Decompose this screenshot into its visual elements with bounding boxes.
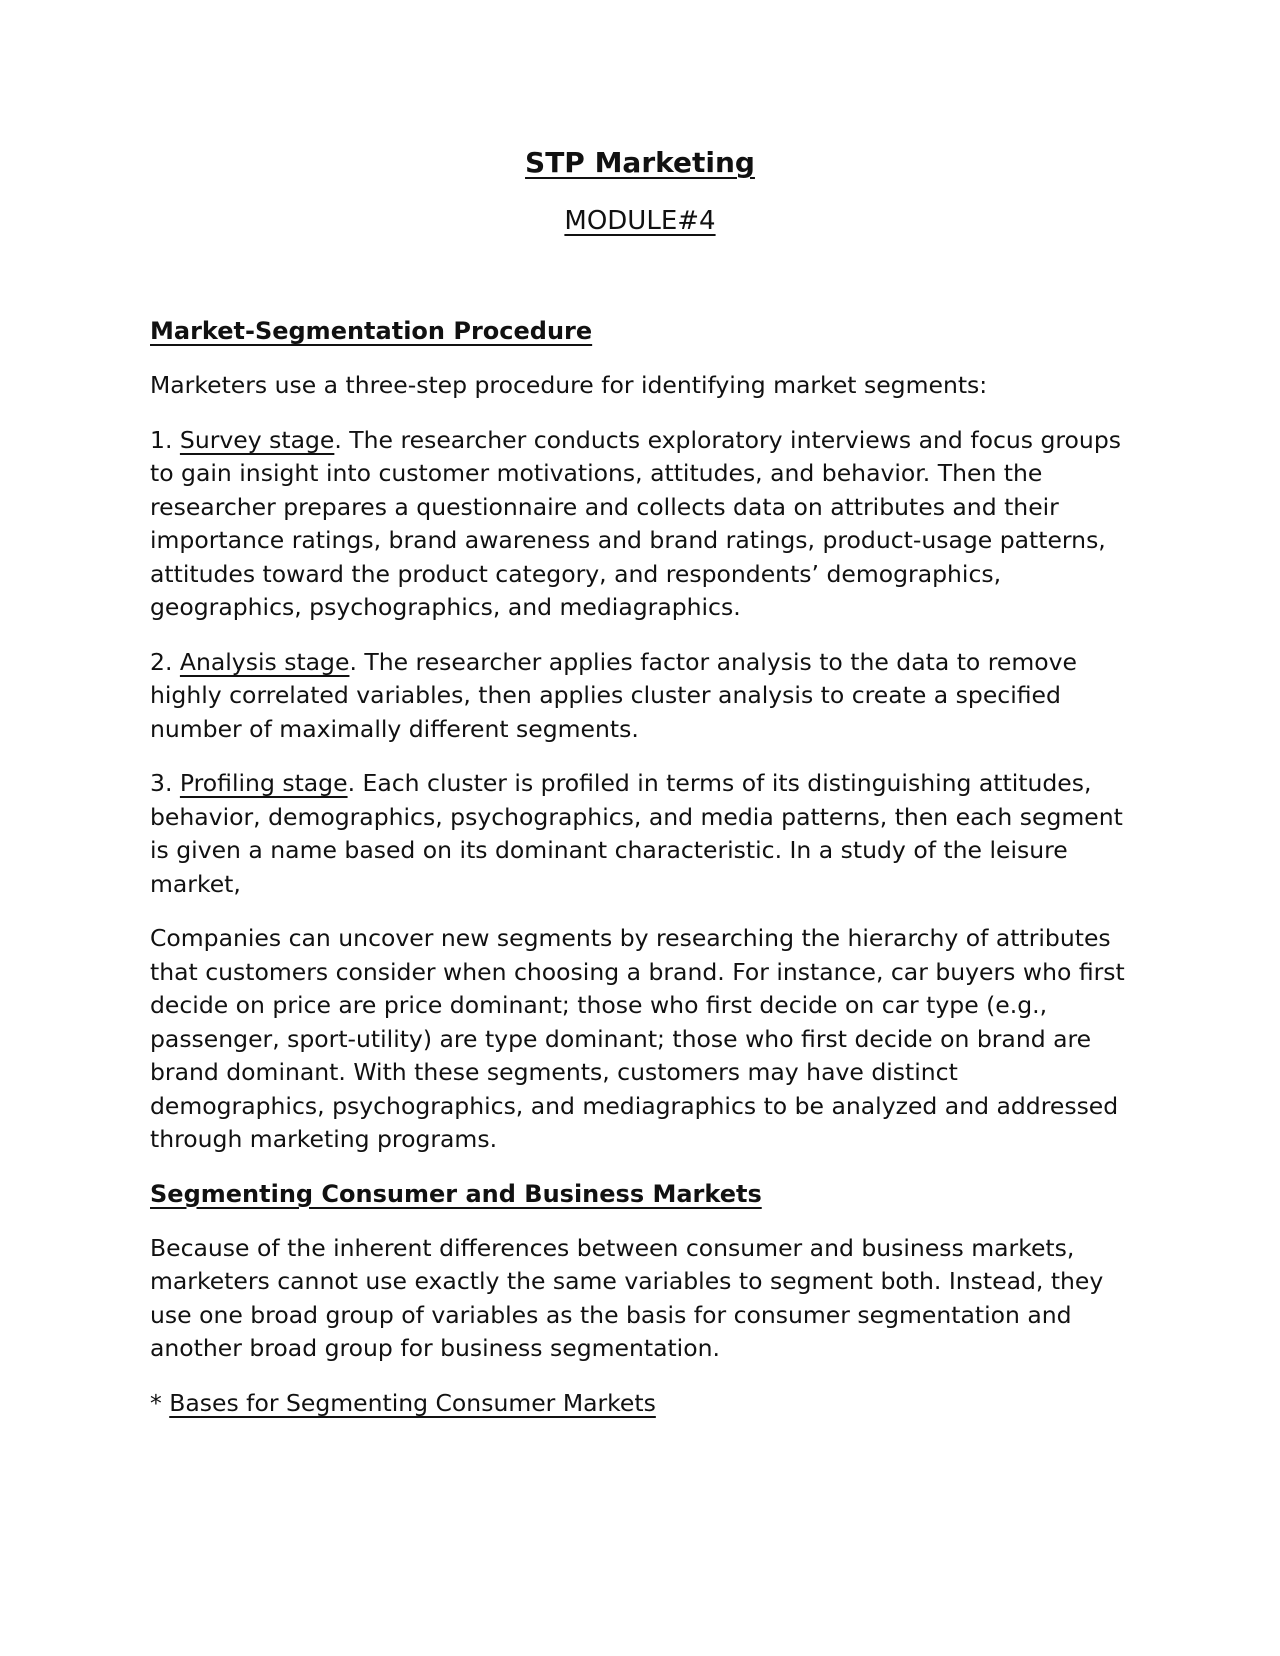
consumer-business-paragraph: Because of the inherent differences between consumer and business markets, marketers cannot use exactly the same variables to segment both. Instead, they use one broad group of variables as the basis for consumer segmentation and another broad group for business segmentation.	[150, 1233, 1104, 1362]
section-heading-text: Market-Segmentation Procedure	[150, 317, 593, 345]
step-name: Analysis stage	[179, 647, 350, 676]
document-title-text: STP Marketing	[525, 146, 755, 179]
step-text: . The researcher applies factor analysis to the data to remove highly correlated variables, then applies cluster analysis to create a specified number of maximally different segments.	[150, 647, 1078, 743]
step-number: 2.	[150, 647, 180, 676]
step-name: Profiling stage	[179, 769, 348, 797]
bullet-bases-consumer	[150, 1387, 1130, 1421]
section-heading-text: Segmenting Consumer and Business Markets	[150, 1179, 762, 1208]
section-heading-segmenting-markets	[150, 1178, 1130, 1211]
step-survey	[150, 424, 1130, 625]
step-number: 3.	[150, 769, 180, 797]
bullet-marker: *	[150, 1388, 170, 1417]
module-label	[150, 204, 1130, 238]
step-name: Survey stage	[179, 425, 335, 454]
step-text: . Each cluster is profiled in terms of its distinguishing attitudes, behavior, demographics, psychographics, and media patterns, then each segment is given a name based on its dominant characteristic. In a study of the leisure market,	[150, 769, 1123, 898]
document-body	[150, 315, 1130, 1420]
module-label-text: MODULE#4	[564, 206, 716, 236]
document-title	[150, 145, 1130, 181]
step-text: . The researcher conducts exploratory interviews and focus groups to gain insight into customer motivations, attitudes, and behavior. Then the researcher prepares a questionnaire and collects data on attributes and their importance ratings, brand awareness and brand ratings, product-usage patterns, attitudes toward the product category, and respondents’ demographics, geographics, psychographics, and mediagraphics.	[150, 425, 1121, 621]
step-analysis	[150, 646, 1130, 747]
closing-paragraph: Companies can uncover new segments by researching the hierarchy of attributes that customers consider when choosing a brand. For instance, car buyers who first decide on price are price dominant; those who first decide on car type (e.g., passenger, sport-utility) are type dominant; those who first decide on brand are brand dominant. With these segments, customers may have distinct demographics, psychographics, and mediagraphics to be analyzed and addressed through marketing programs.	[150, 924, 1125, 1153]
step-number: 1.	[150, 425, 180, 454]
intro-paragraph: Marketers use a three-step procedure for identifying market segments:	[150, 371, 988, 399]
section-heading-market-segmentation	[150, 315, 1130, 348]
step-profiling	[150, 767, 1130, 901]
bullet-text: Bases for Segmenting Consumer Markets	[169, 1388, 656, 1417]
